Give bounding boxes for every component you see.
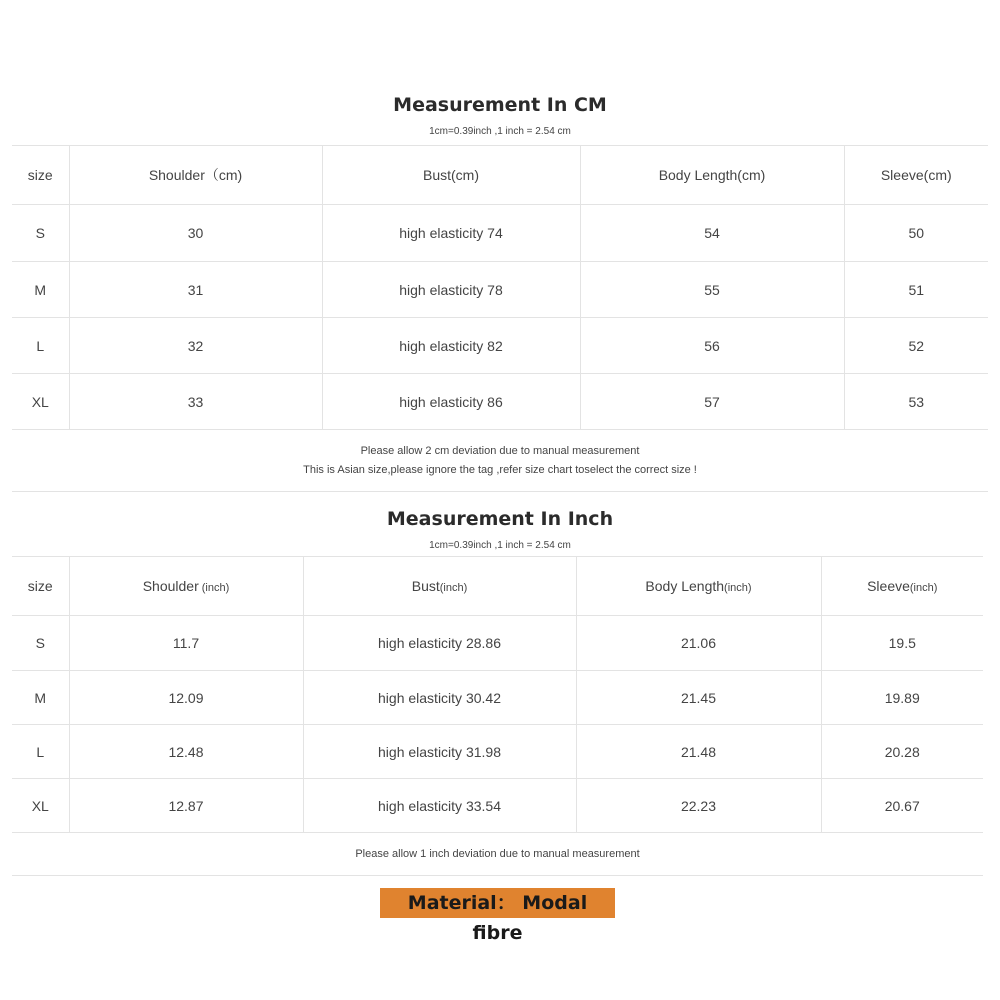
inch-header-sleeve-unit: (inch) xyxy=(909,582,938,594)
inch-header-shoulder xyxy=(69,557,303,616)
inch-cell-bust: high elasticity 30.42 xyxy=(303,671,576,725)
asian-size-note: This is Asian size,please ignore the tag ,refer size chart toselect the correct size ! xyxy=(303,463,697,476)
cm-deviation-note: Please allow 2 cm deviation due to manual measurement xyxy=(360,444,640,457)
inch-note-row xyxy=(12,833,983,876)
cm-section-title: Measurement In CM xyxy=(393,94,607,116)
inch-cell-size: S xyxy=(12,616,69,671)
inch-row-m xyxy=(12,671,983,725)
cm-cell-sleeve: 52 xyxy=(844,318,988,374)
cm-header-row xyxy=(12,146,988,205)
inch-cell-body-length: 21.45 xyxy=(576,671,821,725)
cm-cell-sleeve: 51 xyxy=(844,262,988,318)
cm-cell-bust: high elasticity 74 xyxy=(322,205,580,262)
cm-cell-size: S xyxy=(12,205,69,262)
inch-cell-sleeve: 20.67 xyxy=(821,779,983,833)
inch-cell-shoulder: 11.7 xyxy=(69,616,303,671)
inch-cell-body-length: 22.23 xyxy=(576,779,821,833)
inch-header-sleeve xyxy=(821,557,983,616)
cm-cell-bust: high elasticity 86 xyxy=(322,374,580,430)
inch-deviation-note: Please allow 1 inch deviation due to manual measurement xyxy=(12,833,983,876)
cm-cell-shoulder: 33 xyxy=(69,374,322,430)
inch-cell-bust: high elasticity 28.86 xyxy=(303,616,576,671)
inch-cell-body-length: 21.48 xyxy=(576,725,821,779)
inch-header-shoulder-unit: (inch) xyxy=(201,582,230,594)
cm-cell-size: M xyxy=(12,262,69,318)
cm-row-l xyxy=(12,318,988,374)
inch-cell-shoulder: 12.48 xyxy=(69,725,303,779)
cm-cell-size: XL xyxy=(12,374,69,430)
inch-header-bust-unit: (inch) xyxy=(439,582,468,594)
cm-cell-bust: high elasticity 78 xyxy=(322,262,580,318)
cm-conversion-note: 1cm=0.39inch ,1 inch = 2.54 cm xyxy=(429,126,571,137)
cm-cell-body-length: 54 xyxy=(580,205,844,262)
cm-cell-sleeve: 53 xyxy=(844,374,988,430)
inch-header-bust xyxy=(303,557,576,616)
inch-header-body-length xyxy=(576,557,821,616)
cm-cell-body-length: 56 xyxy=(580,318,844,374)
inch-header-sleeve-label: Sleeve xyxy=(867,578,910,594)
inch-header-body-length-label: Body Length xyxy=(645,578,725,594)
inch-cell-size: M xyxy=(12,671,69,725)
inch-header-size-label: size xyxy=(27,578,53,594)
cm-row-xl xyxy=(12,374,988,430)
inch-header-bust-label: Bust xyxy=(411,578,440,594)
inch-header-row xyxy=(12,557,983,616)
inch-cell-sleeve: 19.89 xyxy=(821,671,983,725)
cm-header-body-length: Body Length(cm) xyxy=(580,146,844,205)
cm-header-size: size xyxy=(12,146,69,205)
cm-header-sleeve: Sleeve(cm) xyxy=(844,146,988,205)
inch-row-xl xyxy=(12,779,983,833)
cm-cell-bust: high elasticity 82 xyxy=(322,318,580,374)
cm-cell-shoulder: 31 xyxy=(69,262,322,318)
inch-cell-shoulder: 12.87 xyxy=(69,779,303,833)
inch-cell-sleeve: 19.5 xyxy=(821,616,983,671)
inch-header-shoulder-label: Shoulder xyxy=(142,578,199,594)
inch-cell-body-length: 21.06 xyxy=(576,616,821,671)
cm-header-bust: Bust(cm) xyxy=(322,146,580,205)
cm-note-cell xyxy=(12,430,988,492)
cm-cell-body-length: 57 xyxy=(580,374,844,430)
cm-row-s xyxy=(12,205,988,262)
inch-cell-size: XL xyxy=(12,779,69,833)
cm-size-table xyxy=(12,145,988,492)
inch-size-table xyxy=(12,556,983,876)
inch-cell-shoulder: 12.09 xyxy=(69,671,303,725)
material-label: Material： Modal fibre xyxy=(380,888,615,918)
cm-cell-shoulder: 32 xyxy=(69,318,322,374)
inch-row-l xyxy=(12,725,983,779)
cm-header-shoulder: Shoulder（cm) xyxy=(69,146,322,205)
cm-note-row xyxy=(12,430,988,492)
inch-cell-size: L xyxy=(12,725,69,779)
inch-cell-bust: high elasticity 33.54 xyxy=(303,779,576,833)
inch-header-size xyxy=(12,557,69,616)
cm-cell-size: L xyxy=(12,318,69,374)
inch-cell-bust: high elasticity 31.98 xyxy=(303,725,576,779)
cm-row-m xyxy=(12,262,988,318)
inch-section-title: Measurement In Inch xyxy=(386,508,614,530)
cm-cell-body-length: 55 xyxy=(580,262,844,318)
inch-row-s xyxy=(12,616,983,671)
cm-cell-shoulder: 30 xyxy=(69,205,322,262)
inch-conversion-note: 1cm=0.39inch ,1 inch = 2.54 cm xyxy=(429,540,571,551)
inch-cell-sleeve: 20.28 xyxy=(821,725,983,779)
cm-cell-sleeve: 50 xyxy=(844,205,988,262)
inch-header-body-length-unit: (inch) xyxy=(724,582,752,594)
